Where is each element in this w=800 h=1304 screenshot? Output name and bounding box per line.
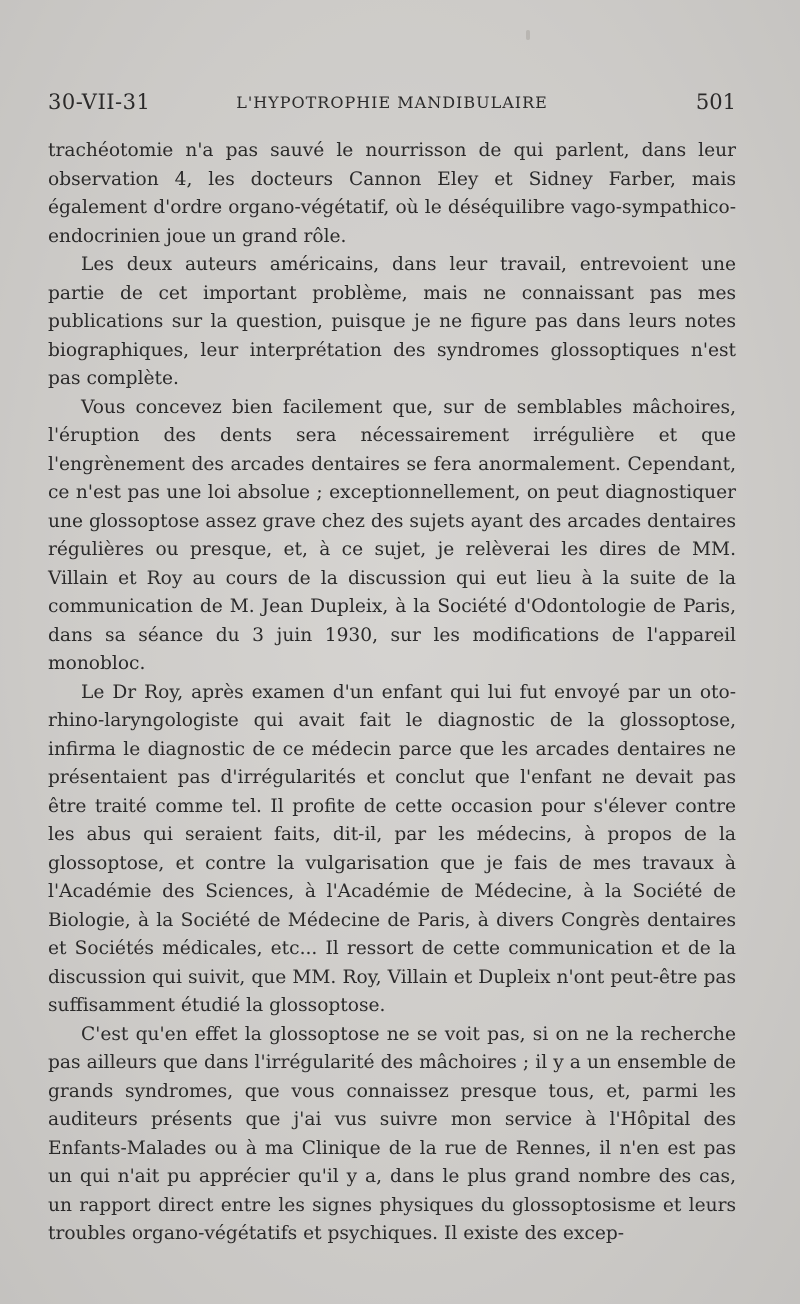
paper-mark xyxy=(526,30,530,40)
paragraph-5: C'est qu'en effet la glossoptose ne se voit pas, si on ne la recherche pas ailleurs que dans l'irrégularité des mâchoires ; il y a un ensemble de grands syndromes, que vous connaissez presque tous, et, parmi les auditeurs présents que j'ai vus suivre mon service à l'Hôpital des Enfants-Malades ou à ma Clinique de la rue de Rennes, il n'en est pas un qui n'ait pu apprécier qu'il y a, dans le plus grand nombre des cas, un rapport direct entre les signes physiques du glossoptosisme et leurs troubles organo-végétatifs et psychiques. Il existe des excep- xyxy=(48,1023,736,1244)
page-number: 501 xyxy=(695,90,736,114)
paragraph-4: Le Dr Roy, après examen d'un enfant qui lui fut envoyé par un oto-rhino-laryngologiste qui avait fait le diagnostic de la glossoptose, infirma le diagnostic de ce médecin parce que les arcades dentaires ne présentaient pas d'irrégularités et conclut que l'enfant ne devait pas être traité comme tel. Il profite de cette occasion pour s'élever contre les abus qui seraient faits, dit-il, par les médecins, à propos de la glossoptose, et contre la vulgarisation que je fais de mes travaux à l'Académie des Sciences, à l'Académie de Médecine, à la Société de Biologie, à la Société de Médecine de Paris, à divers Congrès dentaires et Sociétés médicales, etc... Il ressort de cette communication et de la discussion qui suivit, que MM. Roy, Villain et Dupleix n'ont peut-être pas suffisamment étudié la glossoptose. xyxy=(48,681,736,1016)
paragraph-3: Vous concevez bien facilement que, sur de semblables mâchoires, l'éruption des dents sera nécessairement irrégulière et que l'engrènement des arcades dentaires se fera anormalement. Cependant, ce n'est pas une loi absolue ; exceptionnellement, on peut diagnostiquer une glossoptose assez grave chez des sujets ayant des arcades dentaires régulières ou presque, et, à ce sujet, je relèverai les dires de MM. Villain et Roy au cours de la discussion qui eut lieu à la suite de la communication de M. Jean Dupleix, à la Société d'Odontologie de Paris, dans sa séance du 3 juin 1930, sur les modifications de l'appareil monobloc. xyxy=(48,396,736,674)
header-date: 30-VII-31 xyxy=(48,90,151,114)
running-head xyxy=(48,90,736,118)
body-text xyxy=(48,137,736,1249)
paragraph-1: trachéotomie n'a pas sauvé le nourrisson de qui parlent, dans leur observation 4, les docteurs Cannon Eley et Sidney Farber, mais également d'ordre organo-végétatif, où le déséquilibre vago-sympathico-endocrinien joue un grand rôle. xyxy=(48,140,736,247)
header-title: L'HYPOTROPHIE MANDIBULAIRE xyxy=(236,93,548,112)
paragraph-2: Les deux auteurs américains, dans leur travail, entrevoient une partie de cet important problème, mais ne connaissant pas mes publications sur la question, puisque je ne figure pas dans leurs notes biographiques, leur interprétation des syndromes glossoptiques n'est pas complète. xyxy=(48,254,736,389)
